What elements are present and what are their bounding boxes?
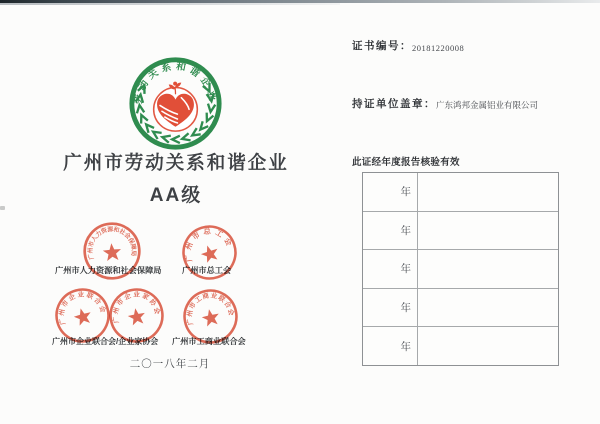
annual-validation-title: 此证经年度报告核验有效 [352, 157, 460, 168]
seal-star-icon [72, 306, 93, 326]
logo-arc-text: 劳动关系和谐企业 [133, 61, 218, 106]
table-row [363, 289, 558, 328]
seal-arc-text: 广州市工商业联合会 [186, 292, 235, 326]
annual-validation-table [362, 172, 559, 366]
table-row [363, 173, 558, 212]
issue-date: 二〇一八年二月 [129, 359, 211, 370]
year-cell [363, 173, 418, 211]
issuer-label-trade-union: 广州市总工会 [182, 266, 232, 275]
year-label: 年 [400, 303, 411, 315]
year-cell [363, 250, 418, 288]
seal-arc-text: 广州市总工会 [183, 226, 236, 263]
issuer-label-hr-bureau: 广州市人力资源和社会保障局 [55, 266, 162, 275]
certificate-grade: AA级 [149, 185, 203, 206]
seal-arc-text: 广州市人力资源和社会保障局 [88, 227, 136, 261]
validation-stamp-cell [418, 289, 558, 327]
validation-stamp-cell [418, 327, 558, 365]
seal-star-icon [102, 242, 122, 261]
seal-hr-bureau [82, 221, 142, 281]
validation-stamp-cell [418, 212, 558, 250]
validation-stamp-cell [418, 173, 558, 211]
year-label: 年 [400, 187, 411, 199]
table-row [363, 250, 558, 289]
holder-stamp-label: 持证单位盖章： [352, 98, 436, 110]
logo-sprout-bud [173, 82, 177, 86]
table-row [363, 327, 558, 365]
seal-star-icon [200, 307, 220, 327]
year-label: 年 [400, 341, 411, 353]
year-cell [363, 327, 418, 365]
certificate-title: 广州市劳动关系和谐企业 [63, 152, 289, 173]
scan-edge-shadow [0, 3, 340, 5]
seal-trade-union [181, 224, 238, 281]
seal-arc-text: 广州市企业家协会 [112, 291, 161, 324]
cert-number-value: 20181220008 [412, 43, 465, 53]
issuer-label-enterprise-confederation: 广州市企业联合会/企业家协会 [52, 337, 159, 346]
year-label: 年 [400, 264, 411, 276]
seal-enterprise-confederation [54, 287, 111, 344]
seal-entrepreneurs-association [108, 287, 165, 344]
year-label: 年 [400, 225, 411, 237]
scan-speck [0, 206, 5, 210]
harmony-emblem-logo [127, 55, 224, 152]
seal-star-icon [199, 243, 221, 264]
seal-industry-commerce-federation [182, 288, 239, 345]
year-cell [363, 289, 418, 327]
table-row [363, 212, 558, 251]
holder-company-name: 广东鸿邦金属铝业有限公司 [436, 100, 539, 110]
cert-number-label: 证书编号： [352, 40, 412, 52]
issuer-label-industry-commerce-federation: 广州市工商业联合会 [172, 337, 246, 346]
year-cell [363, 212, 418, 250]
validation-stamp-cell [418, 250, 558, 288]
seal-arc-text: 广州市企业联合会 [58, 291, 107, 326]
seal-star-icon [127, 307, 147, 326]
